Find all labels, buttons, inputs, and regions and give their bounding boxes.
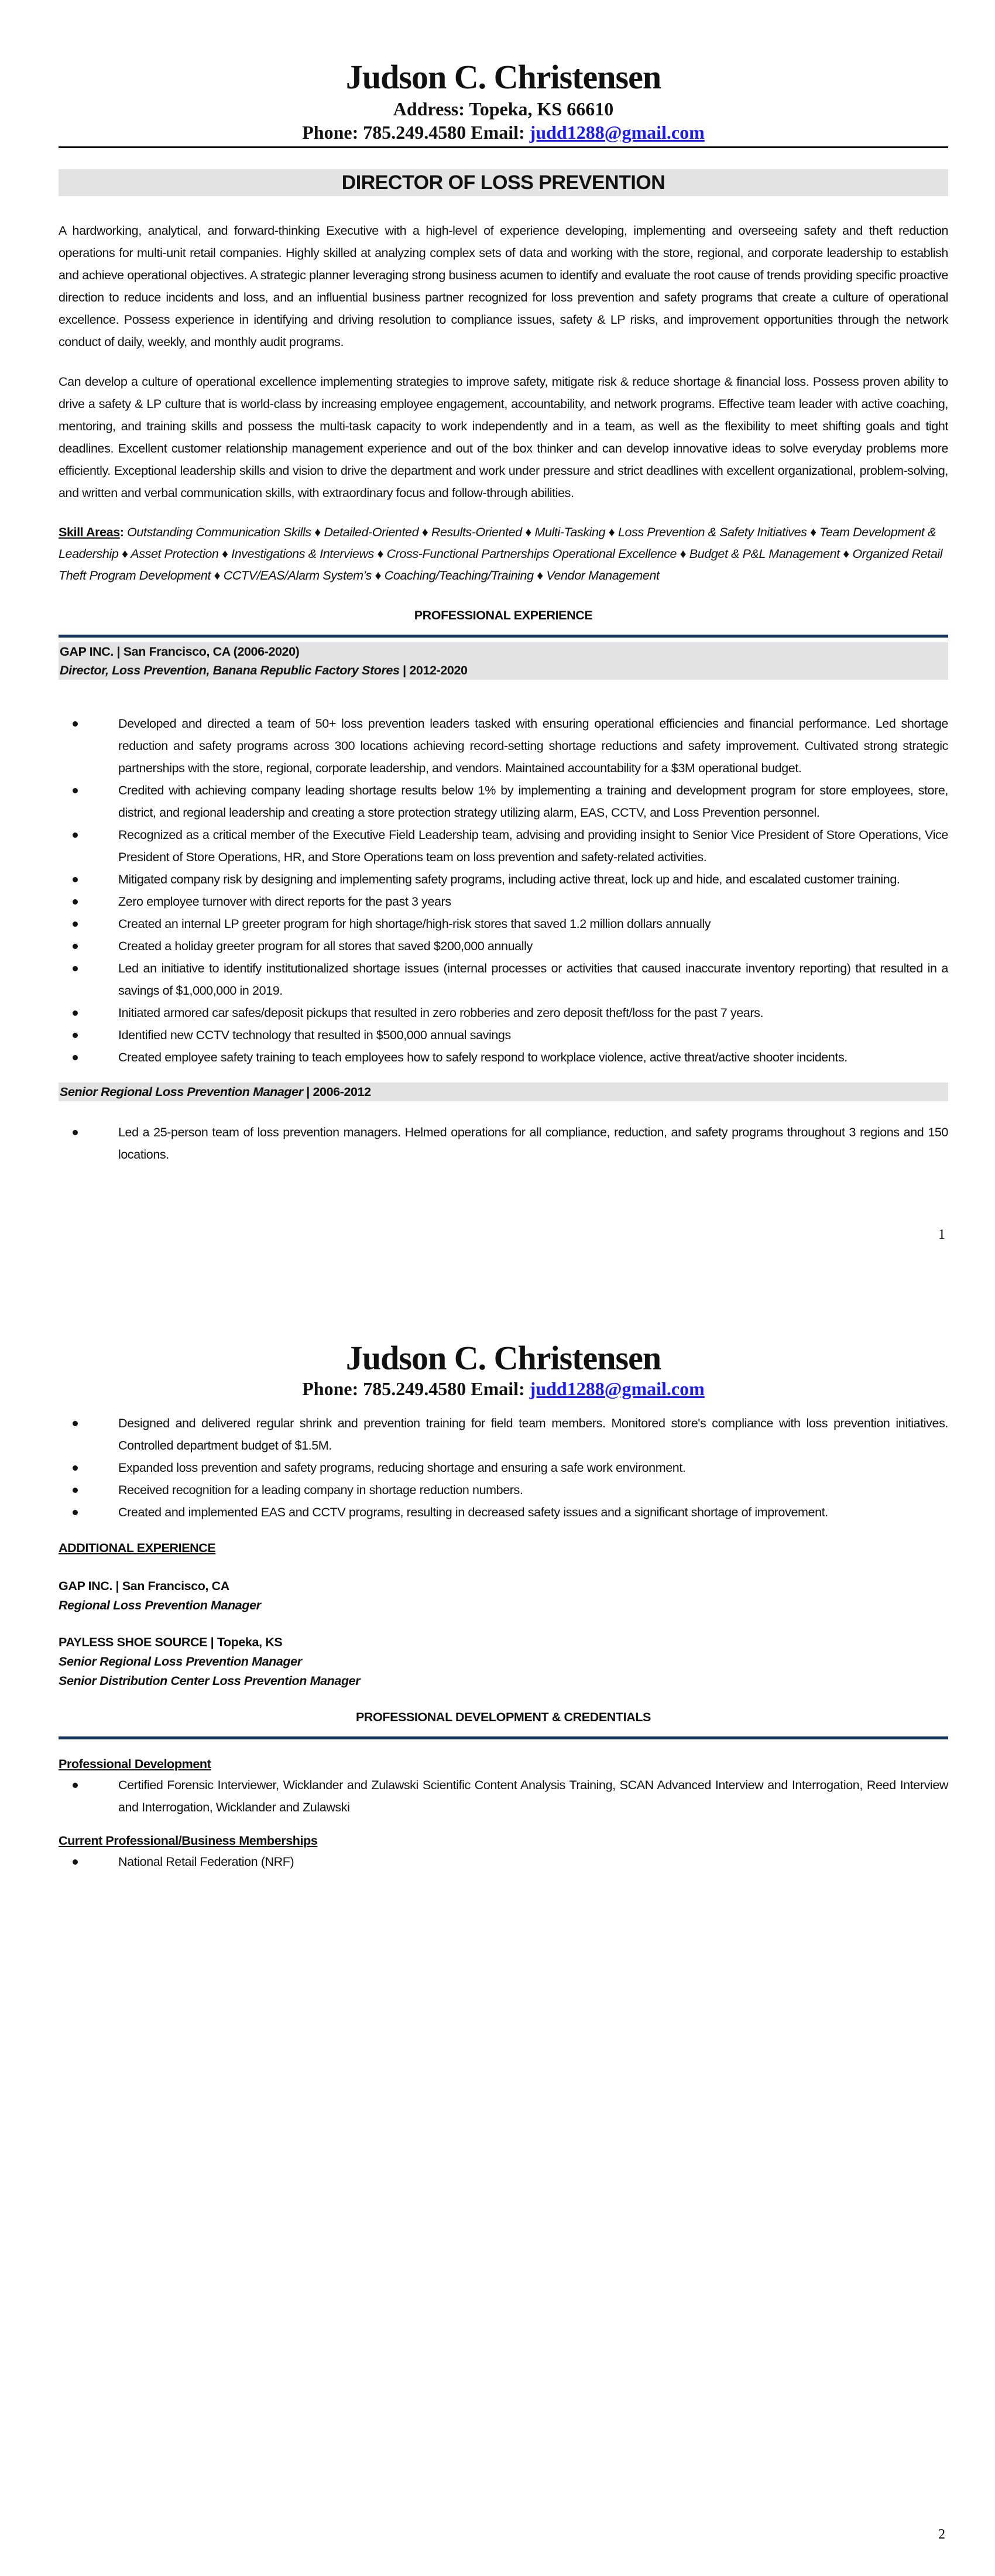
role-title: Director, Loss Prevention, Banana Republic Factory Stores <box>60 663 400 677</box>
role-2-bullets <box>59 1121 948 1166</box>
bullet-item: Expanded loss prevention and safety programs, reducing shortage and ensuring a safe work environment. <box>118 1457 948 1479</box>
role-title: Regional Loss Prevention Manager <box>59 1598 261 1612</box>
job-header <box>59 642 948 680</box>
role-title: Senior Regional Loss Prevention Manager <box>60 1085 303 1099</box>
section-divider <box>59 635 948 638</box>
skill-areas-list: Outstanding Communication Skills ♦ Detailed-Oriented ♦ Results-Oriented ♦ Multi-Tasking ♦ Loss Prevention & Safety Initiatives ♦ Team Development & Leadership ♦ Asset Protection ♦ Investigations & Interviews ♦ Cross-Functional Partnerships Operational Excellence ♦ Budget & P&L Management ♦ Organized Retail Theft Program Development ♦ CCTV/EAS/Alarm System’s ♦ Coaching/Teaching/Training ♦ Vendor Management <box>59 525 943 583</box>
bullet-item: Led a 25-person team of loss prevention managers. Helmed operations for all compliance, reduction, and safety programs throughout 3 regions and 150 locations. <box>118 1121 948 1166</box>
phone: Phone: 785.249.4580 Email: <box>302 122 530 143</box>
contact-line <box>59 1377 948 1400</box>
section-heading-development: PROFESSIONAL DEVELOPMENT & CREDENTIALS <box>355 1710 651 1724</box>
role-dates: | 2006-2012 <box>303 1085 371 1099</box>
job-title-banner: DIRECTOR OF LOSS PREVENTION <box>59 169 948 196</box>
header-divider <box>59 146 948 148</box>
role-1-bullets <box>59 712 948 1068</box>
bullet-item: Credited with achieving company leading shortage results below 1% by implementing a training and development program for store employees, store, district, and regional leadership and creating a store protection strategy utilizing alarm, EAS, CCTV, and Loss Prevention personnel. <box>118 779 948 824</box>
page-2 <box>0 1288 995 2576</box>
bullet-item: Certified Forensic Interviewer, Wicklander and Zulawski Scientific Content Analysis Training, SCAN Advanced Interview and Interrogation, Reed Interview and Interrogation, Wicklander and Zulawski <box>118 1774 948 1818</box>
bullet-item: Recognized as a critical member of the Executive Field Leadership team, advising and providing insight to Senior Vice President of Store Operations, Vice President of Store Operations, HR, and Store Operations team on loss prevention and safety-related activities. <box>118 824 948 868</box>
bullet-item: Created an internal LP greeter program for high shortage/high-risk stores that saved 1.2 million dollars annually <box>118 913 948 935</box>
bullet-item: Zero employee turnover with direct reports for the past 3 years <box>118 890 948 913</box>
bullet-item: National Retail Federation (NRF) <box>118 1851 948 1873</box>
page-2-content <box>59 1340 948 1873</box>
professional-development-label: Professional Development <box>59 1757 211 1771</box>
bullet-item: Created employee safety training to teach employees how to safely respond to workplace violence, active threat/active shooter incidents. <box>118 1046 948 1068</box>
candidate-name: Judson C. Christensen <box>345 58 661 96</box>
memberships-label: Current Professional/Business Memberships <box>59 1834 318 1848</box>
email-link[interactable]: judd1288@gmail.com <box>529 122 705 143</box>
bullet-item: Designed and delivered regular shrink and prevention training for field team members. Monitored store's compliance with loss prevention initiatives. Controlled department budget of $1.5M. <box>118 1412 948 1457</box>
skill-areas: Skill Areas: Outstanding Communication Skills ♦ Detailed-Oriented ♦ Results-Oriented ♦ Multi-Tasking ♦ Loss Prevention & Safety Initiatives ♦ Team Development & Leadership ♦ Asset Protection ♦ Investigations & Interviews ♦ Cross-Functional Partnerships Operational Excellence ♦ Budget & P&L Management ♦ Organized Retail Theft Program Development ♦ CCTV/EAS/Alarm System’s ♦ Coaching/Teaching/Training ♦ Vendor Management <box>59 525 943 583</box>
summary-paragraph: Can develop a culture of operational excellence implementing strategies to improve safety, mitigate risk & reduce shortage & financial loss. Possess proven ability to drive a safety & LP culture that is world-class by increasing employee engagement, accountability, and network programs. Effective team leader with active coaching, mentoring, and training skills and possess the multi-task capacity to work independently and in a team, as well as the flexibility to meet shifting goals and tight deadlines. Excellent customer relationship management experience and out of the box thinker and can develop innovative ideas to solve everyday problems more efficiently. Exceptional leadership skills and vision to drive the department and work under pressure and strict deadlines with excellent organizational, problem-solving, and written and verbal communication skills, with extraordinary focus and follow-through abilities. <box>59 375 948 500</box>
summary-paragraph: A hardworking, analytical, and forward-thinking Executive with a high-level of experience developing, implementing and overseeing safety and theft reduction operations for multi-unit retail companies. Highly skilled at analyzing complex sets of data and working with the store, regional, and corporate leadership to establish and achieve operational objectives. A strategic planner leveraging strong business acumen to identify and evaluate the root cause of trends providing specific proactive direction to reduce incidents and loss, and an influential business partner recognized for loss prevention and safety programs that create a culture of operational excellence. Possess experience in identifying and driving resolution to compliance issues, safety & LP risks, and improvement opportunities through the network conduct of daily, weekly, and monthly audit programs. <box>59 224 948 349</box>
role-title: Senior Regional Loss Prevention Manager <box>59 1654 302 1669</box>
bullet-item: Created and implemented EAS and CCTV programs, resulting in decreased safety issues and a significant shortage of improvement. <box>118 1501 948 1523</box>
role-title: Senior Distribution Center Loss Prevention Manager <box>59 1674 361 1688</box>
role-2-bullets-continued <box>59 1412 948 1523</box>
memberships-list <box>59 1851 948 1873</box>
contact-line <box>59 121 948 144</box>
page-number: 2 <box>938 2527 945 2542</box>
section-heading-experience: PROFESSIONAL EXPERIENCE <box>414 608 593 622</box>
bullet-item: Led an initiative to identify institutionalized shortage issues (internal processes or activities that caused inaccurate inventory reporting) that resulted in a savings of $1,000,000 in 2019. <box>118 957 948 1002</box>
bullet-item: Received recognition for a leading company in shortage reduction numbers. <box>118 1479 948 1501</box>
bullet-item: Created a holiday greeter program for all stores that saved $200,000 annually <box>118 935 948 957</box>
skill-areas-label: Skill Areas <box>59 525 120 539</box>
candidate-name: Judson C. Christensen <box>345 1339 661 1377</box>
page-1-content <box>59 59 948 1166</box>
phone: Phone: 785.249.4580 Email: <box>302 1378 530 1399</box>
email-link[interactable]: judd1288@gmail.com <box>529 1378 705 1399</box>
section-heading-additional: ADDITIONAL EXPERIENCE <box>59 1541 216 1555</box>
company: GAP INC. | San Francisco, CA <box>59 1579 229 1593</box>
bullet-item: Identified new CCTV technology that resulted in $500,000 annual savings <box>118 1024 948 1046</box>
role-dates: | 2012-2020 <box>399 663 468 677</box>
bullet-item: Mitigated company risk by designing and implementing safety programs, including active threat, lock up and hide, and escalated customer training. <box>118 868 948 890</box>
bullet-item: Developed and directed a team of 50+ loss prevention leaders tasked with ensuring operational efficiencies and financial performance. Led shortage reduction and safety programs across 300 locations achieving record-setting shortage reductions and safety improvement. Cultivated strong strategic partnerships with the store, regional, corporate leadership, and vendors. Maintained accountability for a $3M operational budget. <box>118 712 948 779</box>
company: GAP INC. | San Francisco, CA (2006-2020) <box>60 645 300 659</box>
job-header <box>59 1083 948 1101</box>
company: PAYLESS SHOE SOURCE | Topeka, KS <box>59 1635 283 1649</box>
section-divider <box>59 1736 948 1739</box>
page-number: 1 <box>938 1227 945 1242</box>
address: Address: Topeka, KS 66610 <box>393 98 614 119</box>
professional-development-list <box>59 1774 948 1818</box>
bullet-item: Initiated armored car safes/deposit pickups that resulted in zero robberies and zero deposit theft/loss for the past 7 years. <box>118 1002 948 1024</box>
